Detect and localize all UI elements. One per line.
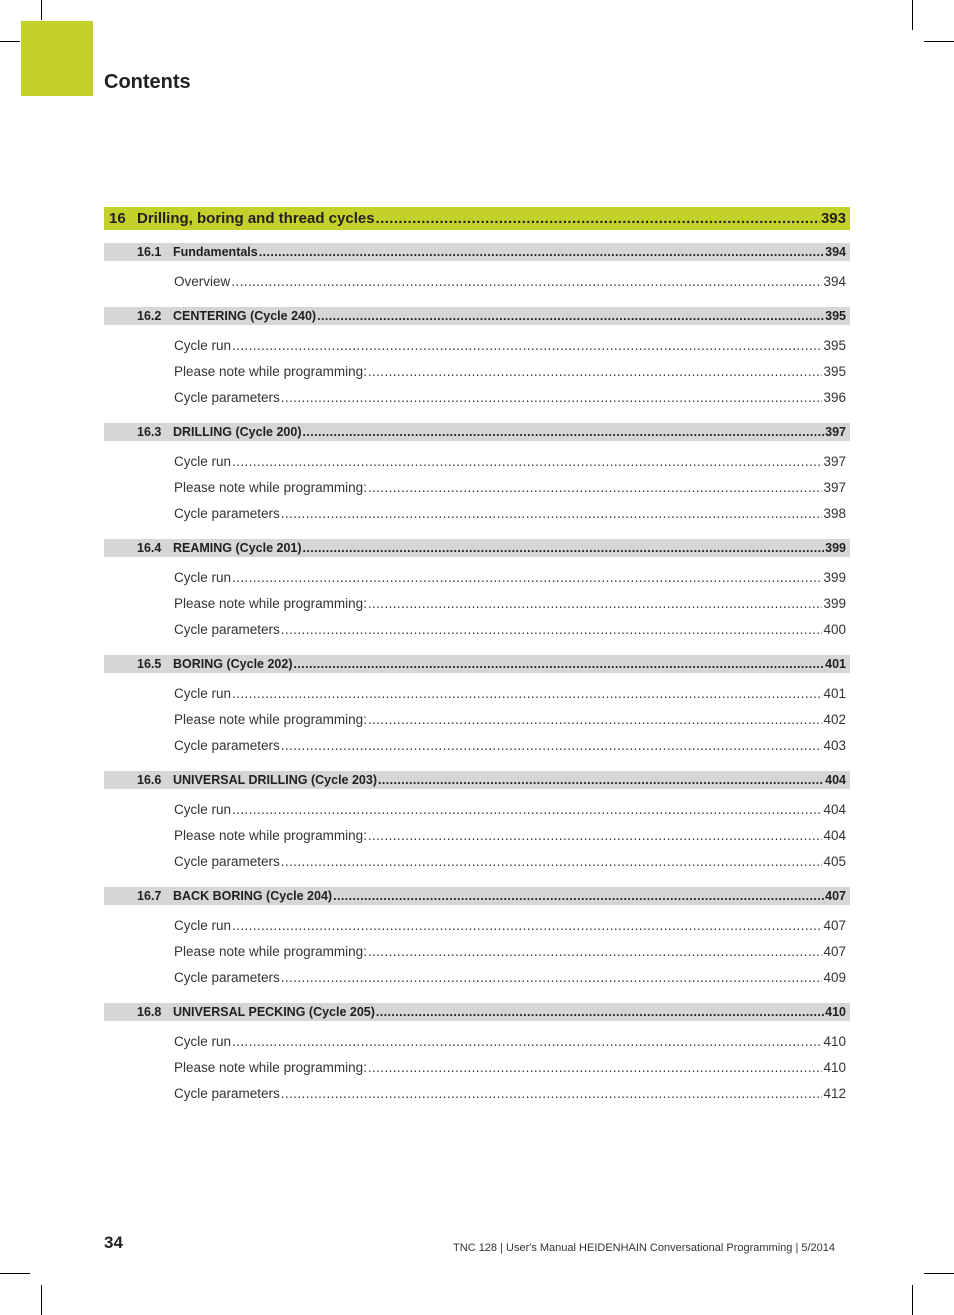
entry-label: Cycle run — [174, 569, 232, 585]
dot-leader — [368, 1060, 823, 1075]
entry-page: 407 — [823, 917, 846, 933]
toc-entry[interactable] — [174, 590, 846, 616]
dot-leader — [232, 1034, 822, 1049]
entry-page: 397 — [823, 479, 846, 495]
entry-page: 402 — [823, 711, 846, 727]
dot-leader — [376, 1005, 824, 1019]
entry-label: Cycle parameters — [174, 505, 280, 521]
dot-leader — [317, 309, 824, 323]
dot-leader — [281, 738, 823, 753]
crop-mark — [0, 1273, 30, 1274]
section-title: DRILLING (Cycle 200) — [173, 425, 302, 439]
toc-entry[interactable] — [174, 384, 846, 410]
section-page: 407 — [825, 889, 846, 903]
section-page: 404 — [825, 773, 846, 787]
footer-text: TNC 128 | User's Manual HEIDENHAIN Conversational Programming | 5/2014 — [453, 1242, 835, 1254]
entry-list — [104, 680, 850, 758]
section-page: 410 — [825, 1005, 846, 1019]
section-page: 394 — [825, 245, 846, 259]
section-page: 401 — [825, 657, 846, 671]
crop-mark — [924, 41, 954, 42]
entry-page: 395 — [823, 363, 846, 379]
entry-label: Please note while programming: — [174, 827, 367, 843]
toc-entry[interactable] — [174, 1028, 846, 1054]
section-heading[interactable] — [104, 539, 850, 557]
crop-mark — [924, 1273, 954, 1274]
entry-page: 404 — [823, 801, 846, 817]
entry-page: 397 — [823, 453, 846, 469]
entry-label: Cycle parameters — [174, 737, 280, 753]
dot-leader — [368, 480, 823, 495]
section-number: 16.5 — [137, 657, 162, 671]
entry-page: 403 — [823, 737, 846, 753]
section-number: 16.7 — [137, 889, 162, 903]
section-number: 16.4 — [137, 541, 162, 555]
dot-leader — [281, 622, 823, 637]
toc-entry[interactable] — [174, 500, 846, 526]
toc-entry[interactable] — [174, 732, 846, 758]
entry-list — [104, 912, 850, 990]
section-heading[interactable] — [104, 771, 850, 789]
toc-entry[interactable] — [174, 796, 846, 822]
section-page: 395 — [825, 309, 846, 323]
section-number: 16.2 — [137, 309, 162, 323]
section-title: CENTERING (Cycle 240) — [173, 309, 317, 323]
toc-entry[interactable] — [174, 1054, 846, 1080]
section-number: 16.8 — [137, 1005, 162, 1019]
dot-leader — [281, 970, 823, 985]
dot-leader — [232, 686, 822, 701]
dot-leader — [232, 570, 822, 585]
entry-page: 412 — [823, 1085, 846, 1101]
entry-page: 399 — [823, 569, 846, 585]
entry-label: Please note while programming: — [174, 595, 367, 611]
entry-label: Please note while programming: — [174, 943, 367, 959]
entry-page: 396 — [823, 389, 846, 405]
dot-leader — [293, 657, 824, 671]
entry-label: Cycle run — [174, 917, 232, 933]
section-title: UNIVERSAL DRILLING (Cycle 203) — [173, 773, 377, 787]
section-heading[interactable] — [104, 307, 850, 325]
entry-label: Please note while programming: — [174, 1059, 367, 1075]
entry-label: Cycle parameters — [174, 621, 280, 637]
entry-page: 400 — [823, 621, 846, 637]
entry-label: Cycle run — [174, 801, 232, 817]
dot-leader — [232, 454, 822, 469]
entry-label: Cycle parameters — [174, 389, 280, 405]
dot-leader — [281, 1086, 823, 1101]
page-number: 34 — [104, 1233, 123, 1252]
dot-leader — [368, 596, 823, 611]
crop-mark — [0, 41, 20, 42]
section-number: 16.3 — [137, 425, 162, 439]
chapter-heading[interactable] — [104, 207, 850, 230]
entry-page: 409 — [823, 969, 846, 985]
entry-label: Please note while programming: — [174, 363, 367, 379]
table-of-contents — [104, 207, 850, 1106]
section-title: REAMING (Cycle 201) — [173, 541, 302, 555]
dot-leader — [368, 364, 823, 379]
section-number: 16.1 — [137, 245, 162, 259]
entry-page: 404 — [823, 827, 846, 843]
section-heading[interactable] — [104, 1003, 850, 1021]
chapter-color-tab — [21, 21, 93, 96]
entry-label: Overview — [174, 273, 231, 289]
entry-label: Cycle run — [174, 685, 232, 701]
section-heading[interactable] — [104, 243, 850, 261]
entry-page: 398 — [823, 505, 846, 521]
dot-leader — [281, 506, 823, 521]
toc-entry[interactable] — [174, 616, 846, 642]
toc-entry[interactable] — [174, 848, 846, 874]
entry-page: 410 — [823, 1059, 846, 1075]
dot-leader — [231, 274, 822, 289]
toc-entry[interactable] — [174, 268, 846, 294]
entry-label: Cycle run — [174, 1033, 232, 1049]
section-heading[interactable] — [104, 423, 850, 441]
entry-label: Please note while programming: — [174, 479, 367, 495]
dot-leader — [303, 541, 825, 555]
dot-leader — [378, 773, 824, 787]
section-number: 16.6 — [137, 773, 162, 787]
crop-mark — [912, 1285, 913, 1315]
chapter-number: 16 — [109, 210, 126, 227]
section-title: BACK BORING (Cycle 204) — [173, 889, 333, 903]
entry-label: Cycle run — [174, 453, 232, 469]
section-title: Fundamentals — [173, 245, 258, 259]
section-title: UNIVERSAL PECKING (Cycle 205) — [173, 1005, 375, 1019]
entry-list — [104, 796, 850, 874]
entry-label: Please note while programming: — [174, 711, 367, 727]
toc-entry[interactable] — [174, 706, 846, 732]
entry-label: Cycle run — [174, 337, 232, 353]
dot-leader — [232, 918, 822, 933]
dot-leader — [232, 338, 822, 353]
dot-leader — [281, 854, 823, 869]
toc-entry[interactable] — [174, 332, 846, 358]
dot-leader — [333, 889, 824, 903]
entry-list — [104, 332, 850, 410]
toc-entry[interactable] — [174, 474, 846, 500]
section-title: BORING (Cycle 202) — [173, 657, 293, 671]
entry-page: 405 — [823, 853, 846, 869]
chapter-page: 393 — [820, 210, 846, 227]
entry-list — [104, 268, 850, 294]
toc-entry[interactable] — [174, 680, 846, 706]
toc-entry[interactable] — [174, 448, 846, 474]
entry-page: 407 — [823, 943, 846, 959]
entry-page: 410 — [823, 1033, 846, 1049]
entry-list — [104, 448, 850, 526]
section-heading[interactable] — [104, 887, 850, 905]
toc-entry[interactable] — [174, 822, 846, 848]
crop-mark — [41, 1285, 42, 1315]
dot-leader — [368, 944, 823, 959]
page-title: Contents — [104, 71, 191, 93]
crop-mark — [41, 0, 42, 20]
section-heading[interactable] — [104, 655, 850, 673]
toc-entry[interactable] — [174, 964, 846, 990]
entry-list — [104, 564, 850, 642]
toc-entry[interactable] — [174, 912, 846, 938]
toc-entry[interactable] — [174, 564, 846, 590]
entry-label: Cycle parameters — [174, 1085, 280, 1101]
dot-leader — [259, 245, 824, 259]
dot-leader — [368, 712, 823, 727]
entry-list — [104, 1028, 850, 1106]
entry-page: 401 — [823, 685, 846, 701]
entry-label: Cycle parameters — [174, 853, 280, 869]
dot-leader — [303, 425, 825, 439]
toc-entry[interactable] — [174, 938, 846, 964]
chapter-title: Drilling, boring and thread cycles — [137, 210, 375, 227]
section-page: 397 — [825, 425, 846, 439]
toc-entry[interactable] — [174, 358, 846, 384]
dot-leader — [232, 802, 822, 817]
dot-leader — [368, 828, 823, 843]
toc-entry[interactable] — [174, 1080, 846, 1106]
section-list — [104, 243, 850, 1106]
entry-label: Cycle parameters — [174, 969, 280, 985]
section-page: 399 — [825, 541, 846, 555]
entry-page: 395 — [823, 337, 846, 353]
dot-leader — [281, 390, 823, 405]
entry-page: 399 — [823, 595, 846, 611]
dot-leader — [376, 210, 820, 227]
entry-page: 394 — [823, 273, 846, 289]
crop-mark — [912, 0, 913, 30]
